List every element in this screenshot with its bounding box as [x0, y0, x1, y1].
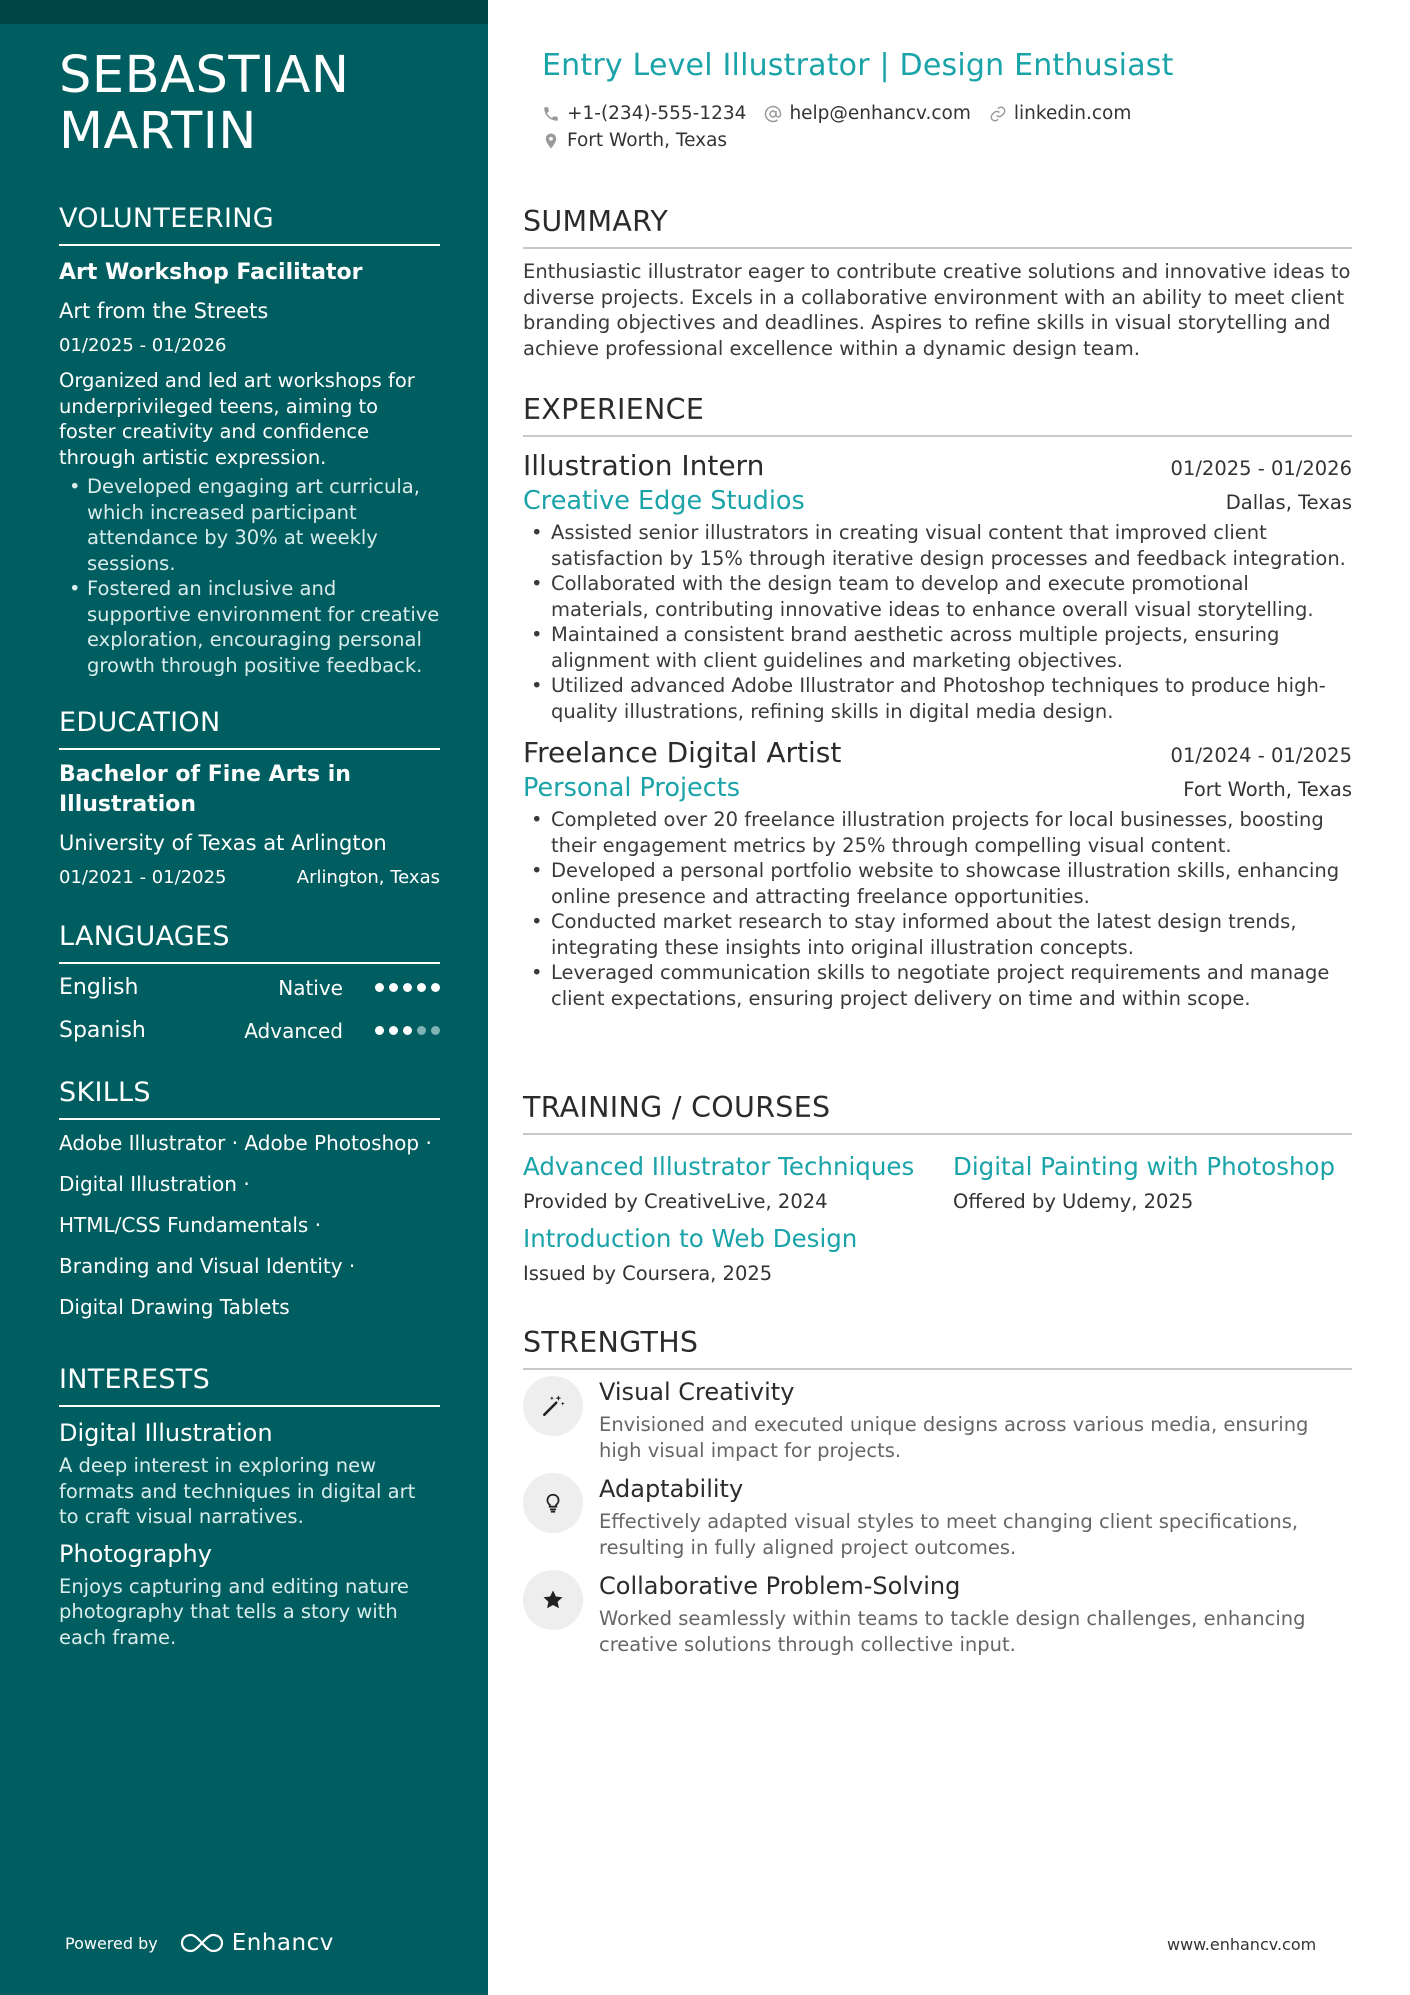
- infinity-logo-icon: [180, 1932, 224, 1954]
- education-location: Arlington, Texas: [296, 867, 440, 888]
- rating-dot-filled: [431, 983, 440, 992]
- language-name: English: [59, 975, 139, 1000]
- volunteering-heading: VOLUNTEERING: [59, 202, 440, 246]
- language-name: Spanish: [59, 1018, 146, 1043]
- powered-by: [65, 1930, 334, 1956]
- summary-section: [523, 205, 1352, 361]
- volunteer-role: Art Workshop Facilitator: [59, 260, 363, 285]
- language-row: [59, 1013, 440, 1048]
- course-title: Digital Painting with Photoshop: [953, 1152, 1336, 1181]
- job-title: Illustration Intern: [523, 449, 765, 482]
- language-rating: [375, 983, 440, 992]
- job-bullet: • Developed a personal portfolio website to showcase illustration skills, enhancing online presence and attracting freelance opportunities.: [523, 858, 1352, 909]
- language-level: Native: [278, 975, 343, 1000]
- rating-dot-filled: [375, 1026, 384, 1035]
- experience-heading: EXPERIENCE: [523, 393, 1352, 437]
- skill-line: Adobe Illustrator · Adobe Photoshop ·: [59, 1131, 432, 1155]
- strength-title: Adaptability: [599, 1475, 744, 1503]
- skill-line: Digital Drawing Tablets: [59, 1295, 290, 1319]
- footer-website-link[interactable]: www.enhancv.com: [1167, 1935, 1317, 1954]
- summary-text: Enthusiastic illustrator eager to contribute creative solutions and innovative ideas to diverse projects. Excels in a collaborative environment with an ability to meet client branding objectives and deadlines. Aspires to refine skills in visual storytelling and achieve professional excellence within a dynamic design team.: [523, 260, 1351, 360]
- job-bullets: [523, 520, 1352, 724]
- job-dates: 01/2025 - 01/2026: [1170, 457, 1352, 480]
- email-contact[interactable]: [764, 103, 970, 124]
- rating-dot-filled: [389, 1026, 398, 1035]
- skill-line: Branding and Visual Identity ·: [59, 1254, 356, 1278]
- education-heading: EDUCATION: [59, 706, 440, 750]
- job-bullet: • Assisted senior illustrators in creating visual content that improved client satisfaction by 15% through iterative design processes and feedback integration.: [523, 520, 1352, 571]
- star-icon: [523, 1570, 583, 1630]
- volunteer-org: Art from the Streets: [59, 299, 269, 323]
- sidebar-top-band: [0, 0, 488, 24]
- course-title: Advanced Illustrator Techniques: [523, 1152, 915, 1181]
- job-bullet: • Conducted market research to stay informed about the latest design trends, integrating these insights into original illustration concepts.: [523, 909, 1352, 960]
- summary-heading: SUMMARY: [523, 205, 1352, 249]
- job-header: [523, 736, 1352, 769]
- sidebar: [0, 0, 488, 1995]
- volunteer-bullets: [59, 474, 440, 678]
- strengths-heading: STRENGTHS: [523, 1326, 1352, 1370]
- strength-item: [523, 1376, 1352, 1463]
- phone-contact[interactable]: [542, 103, 746, 124]
- lightbulb-icon: [523, 1473, 583, 1533]
- languages-heading: LANGUAGES: [59, 920, 440, 964]
- volunteer-bullet: • Developed engaging art curricula, which increased participant attendance by 30% at weekly sessions.: [59, 474, 440, 576]
- degree-title: Bachelor of Fine Arts in Illustration: [59, 762, 351, 817]
- job-entry: [523, 449, 1352, 724]
- location-contact: [542, 130, 727, 151]
- rating-dot-filled: [403, 983, 412, 992]
- headline: Entry Level Illustrator | Design Enthusiast: [542, 48, 1174, 83]
- name-first: SEBASTIAN: [59, 46, 350, 105]
- volunteer-description: Organized and led art workshops for underprivileged teens, aiming to foster creativity and confidence through artistic expression.: [59, 369, 415, 469]
- job-bullet: • Leveraged communication skills to negotiate project requirements and manage client expectations, ensuring project delivery on time and within scope.: [523, 960, 1352, 1011]
- language-row: [59, 970, 440, 1005]
- enhancv-logo[interactable]: [180, 1930, 334, 1956]
- interest-text: A deep interest in exploring new formats and techniques in digital art to craft visual narratives.: [59, 1454, 416, 1528]
- strengths-section: [523, 1326, 1352, 1657]
- enhancv-brand: Enhancv: [231, 1930, 334, 1956]
- strength-description: Effectively adapted visual styles to meet changing client specifications, resulting in fully aligned project outcomes.: [599, 1510, 1299, 1559]
- training-section: [523, 1091, 1352, 1287]
- job-dates: 01/2024 - 01/2025: [1170, 744, 1352, 767]
- course-item: [523, 1223, 953, 1287]
- powered-by-label: Powered by: [65, 1933, 158, 1953]
- phone-icon: [542, 105, 560, 123]
- job-bullet: • Utilized advanced Adobe Illustrator and Photoshop techniques to produce high-quality illustrations, refining skills in digital media design.: [523, 673, 1352, 724]
- rating-dot-empty: [431, 1026, 440, 1035]
- education-dates: 01/2021 - 01/2025: [59, 867, 227, 888]
- interest-text: Enjoys capturing and editing nature photography that tells a story with each frame.: [59, 1574, 409, 1649]
- experience-section: [523, 393, 1352, 1011]
- language-level: Advanced: [244, 1018, 343, 1043]
- job-bullet: • Maintained a consistent brand aesthetic across multiple projects, ensuring alignment with client guidelines and marketing objectives.: [523, 622, 1352, 673]
- volunteer-bullet: • Fostered an inclusive and supportive environment for creative exploration, encouraging personal growth through positive feedback.: [59, 576, 440, 678]
- job-entry: [523, 736, 1352, 1011]
- job-location: Fort Worth, Texas: [1183, 778, 1352, 801]
- name-last: MARTIN: [59, 102, 257, 161]
- interests-heading: INTERESTS: [59, 1363, 440, 1407]
- skills-heading: SKILLS: [59, 1076, 440, 1120]
- interest-title: Photography: [59, 1539, 212, 1568]
- contact-info: [542, 100, 1131, 154]
- job-title: Freelance Digital Artist: [523, 736, 842, 769]
- phone-number: +1-(234)-555-1234: [567, 103, 747, 124]
- at-sign-icon: [764, 105, 782, 123]
- job-bullets: [523, 807, 1352, 1011]
- course-item: [953, 1151, 1352, 1215]
- skill-line: HTML/CSS Fundamentals ·: [59, 1213, 322, 1237]
- volunteer-dates: 01/2025 - 01/2026: [59, 335, 227, 356]
- linkedin-contact[interactable]: [989, 103, 1131, 124]
- strength-description: Envisioned and executed unique designs across various media, ensuring high visual impact for projects.: [599, 1413, 1309, 1462]
- rating-dot-empty: [417, 1026, 426, 1035]
- course-provider: Issued by Coursera, 2025: [523, 1262, 773, 1285]
- candidate-name: [59, 48, 440, 160]
- school-name: University of Texas at Arlington: [59, 831, 387, 855]
- link-icon: [989, 105, 1007, 123]
- job-subheader: [523, 773, 1352, 803]
- course-grid: [523, 1143, 1352, 1287]
- contact-row: [542, 127, 1131, 154]
- rating-dot-filled: [403, 1026, 412, 1035]
- strength-title: Collaborative Problem-Solving: [599, 1572, 961, 1600]
- contact-row: [542, 100, 1131, 127]
- strength-title: Visual Creativity: [599, 1378, 795, 1406]
- course-provider: Provided by CreativeLive, 2024: [523, 1190, 828, 1213]
- strength-item: [523, 1473, 1352, 1560]
- magic-wand-icon: [523, 1376, 583, 1436]
- job-company: Creative Edge Studios: [523, 486, 805, 516]
- email-address: help@enhancv.com: [789, 103, 971, 124]
- rating-dot-filled: [417, 983, 426, 992]
- job-bullet: • Completed over 20 freelance illustration projects for local businesses, boosting their engagement metrics by 25% through compelling visual content.: [523, 807, 1352, 858]
- course-item: [523, 1151, 953, 1215]
- job-header: [523, 449, 1352, 482]
- language-rating: [375, 1026, 440, 1035]
- training-heading: TRAINING / COURSES: [523, 1091, 1352, 1135]
- rating-dot-filled: [389, 983, 398, 992]
- job-bullet: • Collaborated with the design team to develop and execute promotional materials, contributing innovative ideas to enhance overall visual storytelling.: [523, 571, 1352, 622]
- linkedin-url: linkedin.com: [1013, 103, 1132, 124]
- course-title: Introduction to Web Design: [523, 1224, 858, 1253]
- skill-line: Digital Illustration ·: [59, 1172, 250, 1196]
- job-location: Dallas, Texas: [1225, 491, 1352, 514]
- map-pin-icon: [542, 132, 560, 150]
- interest-title: Digital Illustration: [59, 1419, 273, 1447]
- strength-item: [523, 1570, 1352, 1657]
- education-meta: [59, 864, 440, 892]
- rating-dot-filled: [375, 983, 384, 992]
- strength-description: Worked seamlessly within teams to tackle design challenges, enhancing creative solutions through collective input.: [599, 1607, 1306, 1656]
- location-text: Fort Worth, Texas: [567, 130, 728, 151]
- course-provider: Offered by Udemy, 2025: [953, 1190, 1194, 1213]
- job-subheader: [523, 486, 1352, 516]
- job-company: Personal Projects: [523, 773, 741, 803]
